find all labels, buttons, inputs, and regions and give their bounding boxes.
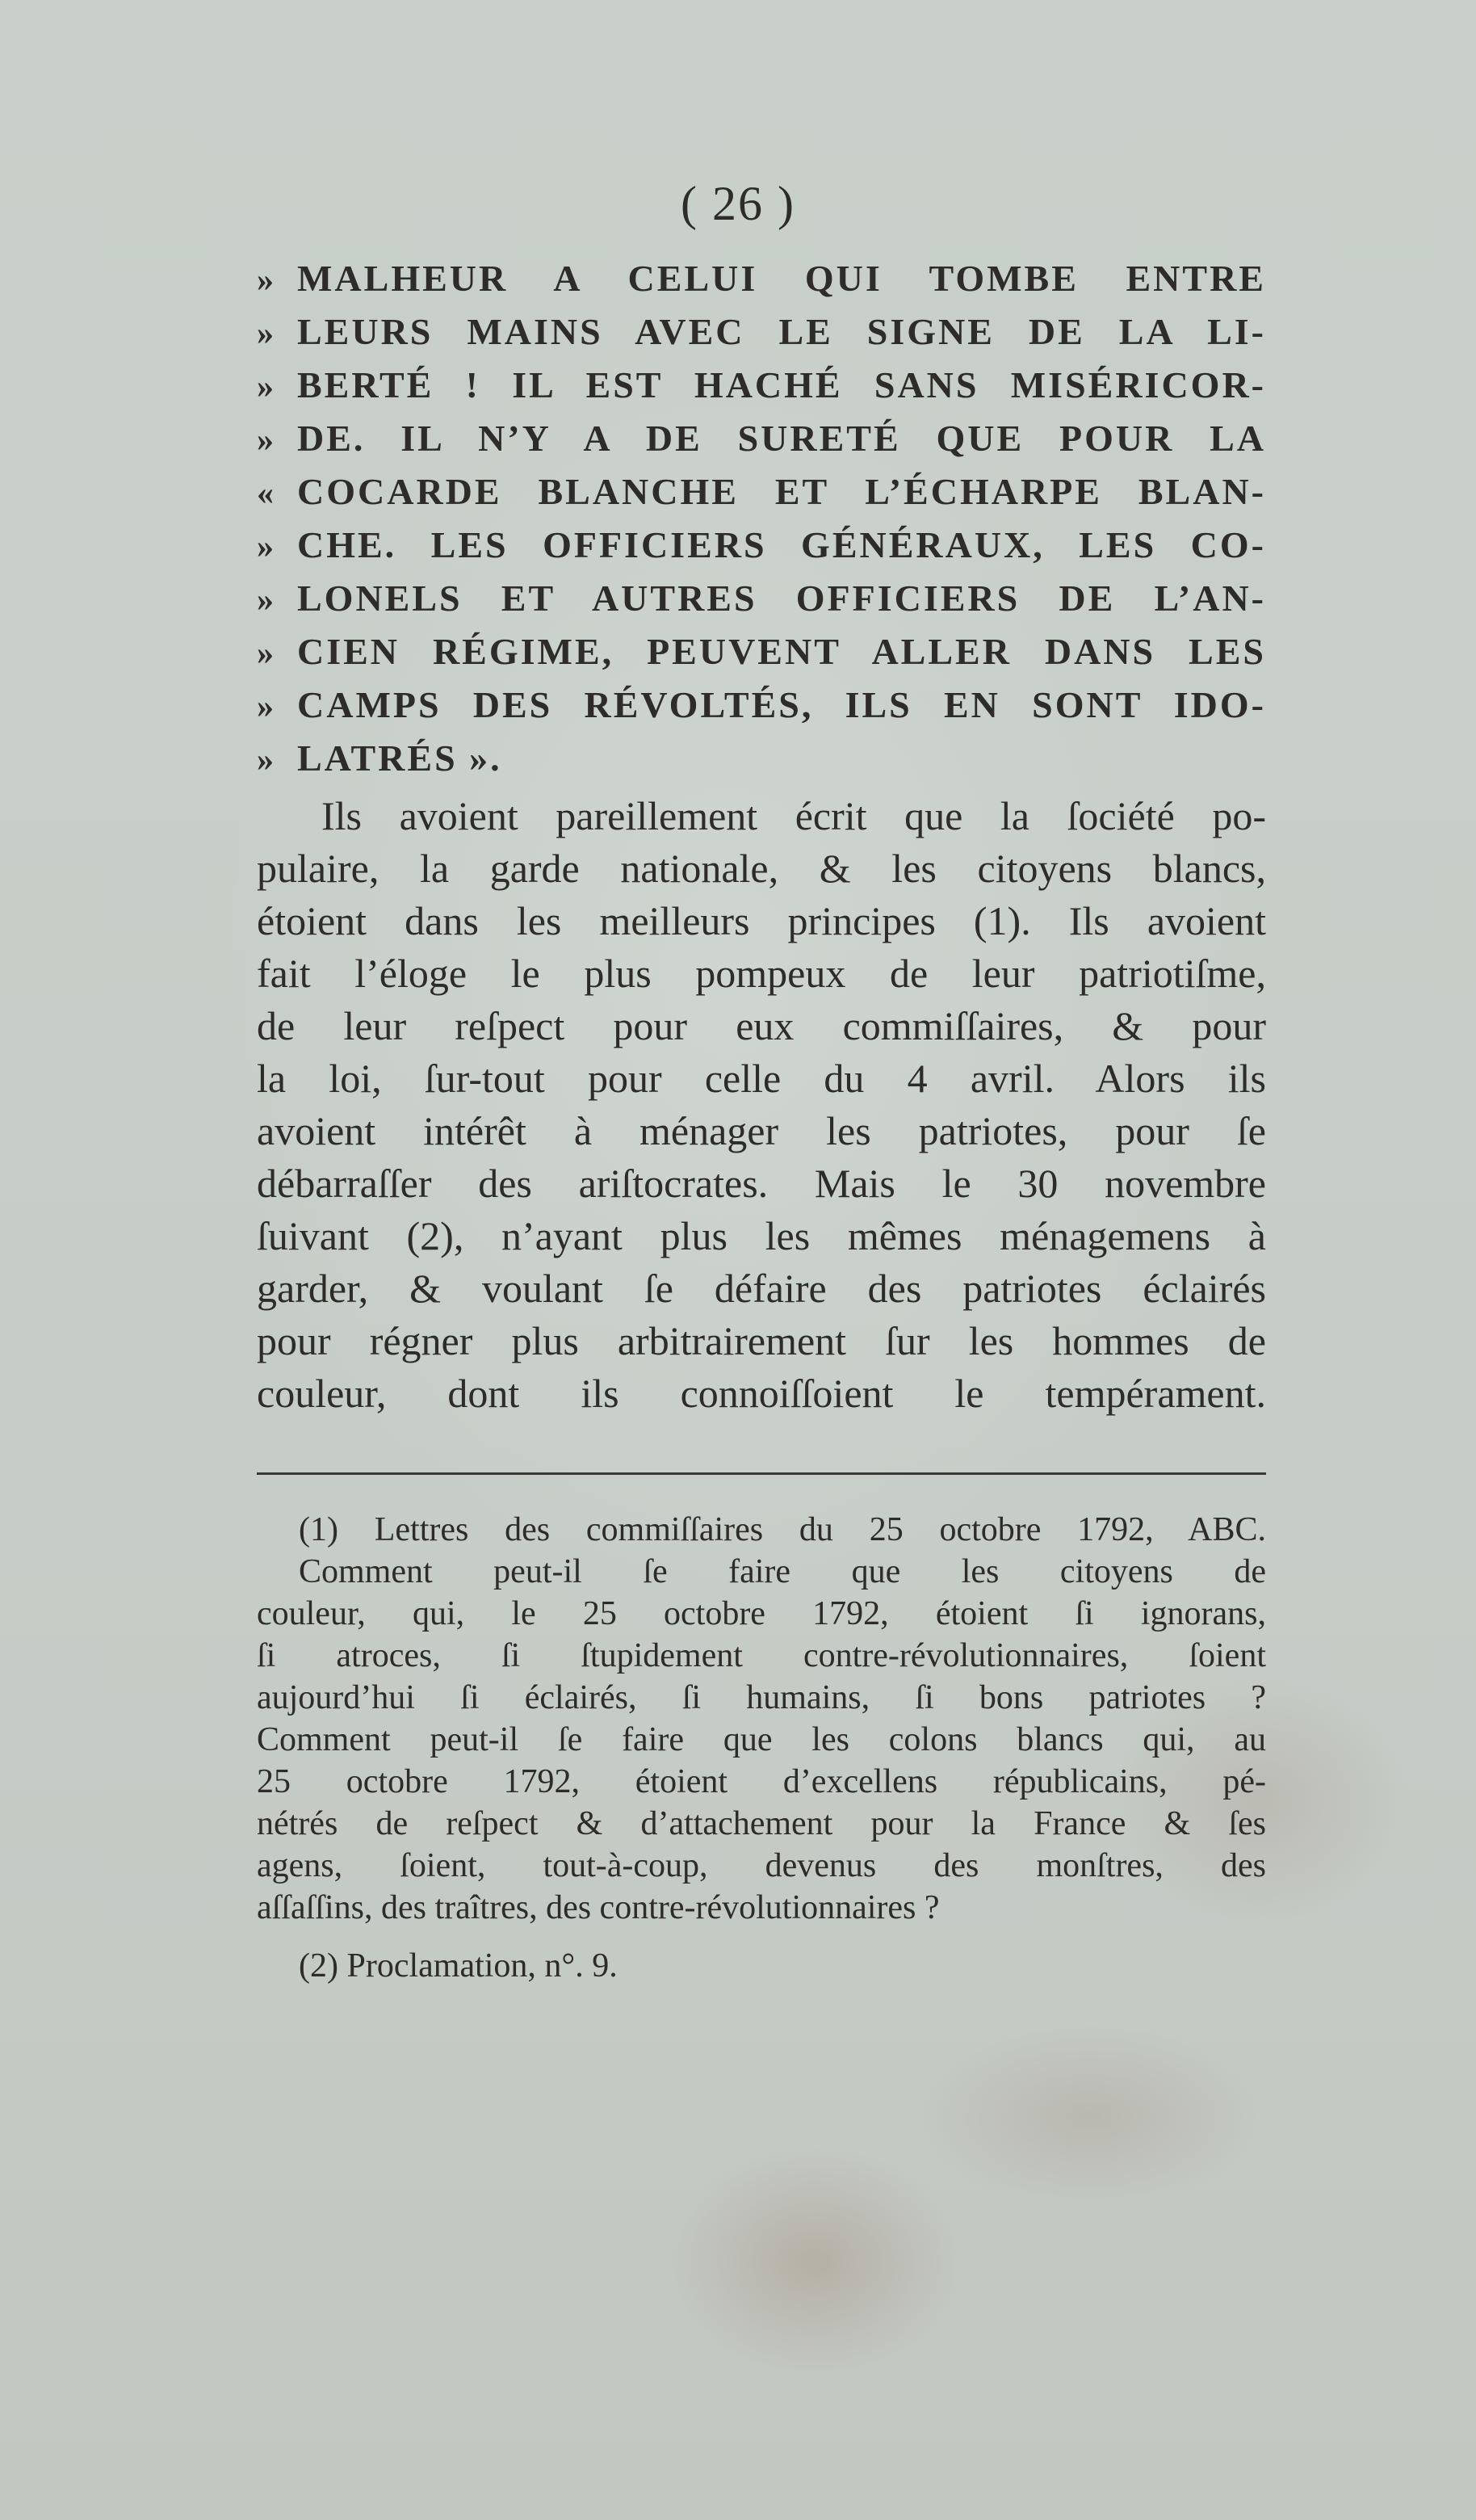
- quote-line-text: DE. IL N’Y A DE SURETÉ QUE POUR LA: [297, 418, 1266, 459]
- quote-mark: «: [257, 475, 274, 512]
- quote-line-text: LONELS ET AUTRES OFFICIERS DE L’AN-: [297, 578, 1266, 619]
- quote-line: [257, 577, 1266, 630]
- body-line: pour régner plus arbitrairement ſur les hommes de: [257, 1318, 1266, 1363]
- quote-line: [257, 523, 1266, 577]
- footnote-1-line: nétrés de reſpect & d’attachement pour la France & ſes: [257, 1805, 1266, 1842]
- footnote-1-line: agens, ſoient, tout-à-coup, devenus des monſtres, des: [257, 1847, 1266, 1884]
- quote-mark: »: [257, 582, 274, 619]
- quote-mark: »: [257, 422, 274, 459]
- quote-mark: »: [257, 262, 274, 299]
- body-line: couleur, dont ils connoiſſoient le tempérament.: [257, 1371, 1266, 1416]
- quote-line-text: MALHEUR A CELUI QUI TOMBE ENTRE: [297, 258, 1266, 299]
- body-line: de leur reſpect pour eux commiſſaires, & pour: [257, 1003, 1266, 1048]
- quote-mark: »: [257, 368, 274, 405]
- footnote-1-line: ſi atroces, ſi ſtupidement contre-révolutionnaires, ſoient: [257, 1637, 1266, 1674]
- quote-mark: »: [257, 635, 274, 672]
- quote-line: [257, 363, 1266, 417]
- quote-line-text: LATRÉS ».: [297, 737, 502, 779]
- quote-line: [257, 630, 1266, 683]
- quoted-passage: [257, 257, 1266, 790]
- quote-line: [257, 470, 1266, 523]
- quote-line: [257, 683, 1266, 737]
- quote-mark: »: [257, 528, 274, 565]
- footnote-1-line: aujourd’hui ſi éclairés, ſi humains, ſi bons patriotes ?: [257, 1679, 1266, 1716]
- footnote-1-line: (1) Lettres des commiſſaires du 25 octobre 1792, ABC.: [299, 1511, 1266, 1548]
- footnote-separator-rule: [257, 1472, 1266, 1475]
- body-line: garder, & voulant ſe défaire des patriotes éclairés: [257, 1266, 1266, 1311]
- quote-mark: »: [257, 741, 274, 779]
- footnotes: [257, 1509, 1266, 1987]
- footnote-1-line: couleur, qui, le 25 octobre 1792, étoient ſi ignorans,: [257, 1595, 1266, 1632]
- body-line: fait l’éloge le plus pompeux de leur patriotiſme,: [257, 951, 1266, 996]
- body-line: la loi, ſur-tout pour celle du 4 avril. Alors ils: [257, 1056, 1266, 1101]
- quote-line-text: CAMPS DES RÉVOLTÉS, ILS EN SONT IDO-: [297, 684, 1266, 725]
- page-number: ( 26 ): [681, 177, 795, 230]
- quote-line: [257, 737, 1266, 790]
- body-paragraph: [257, 790, 1266, 1420]
- body-line: étoient dans les meilleurs principes (1). Ils avoient: [257, 898, 1266, 943]
- footnote-1-line: aſſaſſins, des traîtres, des contre-révolutionnaires ?: [257, 1889, 940, 1926]
- quote-line: [257, 310, 1266, 363]
- body-line: avoient intérêt à ménager les patriotes, pour ſe: [257, 1108, 1266, 1153]
- body-line: Ils avoient pareillement écrit que la ſociété po-: [321, 793, 1266, 838]
- footnote-2: (2) Proclamation, n°. 9.: [299, 1947, 618, 1984]
- footnote-1-line: 25 octobre 1792, étoient d’excellens républicains, pé-: [257, 1763, 1266, 1800]
- quote-line-text: CIEN RÉGIME, PEUVENT ALLER DANS LES: [297, 631, 1266, 672]
- quote-line-text: LEURS MAINS AVEC LE SIGNE DE LA LI-: [297, 311, 1266, 352]
- body-line: débarraſſer des ariſtocrates. Mais le 30 novembre: [257, 1161, 1266, 1206]
- quote-mark: »: [257, 315, 274, 352]
- quote-line-text: BERTÉ ! IL EST HACHÉ SANS MISÉRICOR-: [297, 364, 1266, 405]
- quote-line: [257, 257, 1266, 310]
- body-line: ſuivant (2), n’ayant plus les mêmes ménagemens à: [257, 1213, 1266, 1258]
- body-line: pulaire, la garde nationale, & les citoyens blancs,: [257, 846, 1266, 891]
- quote-line: [257, 417, 1266, 470]
- footnote-1-line: Comment peut-il ſe faire que les citoyens de: [299, 1553, 1266, 1590]
- quote-line-text: COCARDE BLANCHE ET L’ÉCHARPE BLAN-: [297, 471, 1266, 512]
- quote-line-text: CHE. LES OFFICIERS GÉNÉRAUX, LES CO-: [297, 524, 1266, 565]
- quote-mark: »: [257, 688, 274, 725]
- footnote-1-line: Comment peut-il ſe faire que les colons blancs qui, au: [257, 1721, 1266, 1758]
